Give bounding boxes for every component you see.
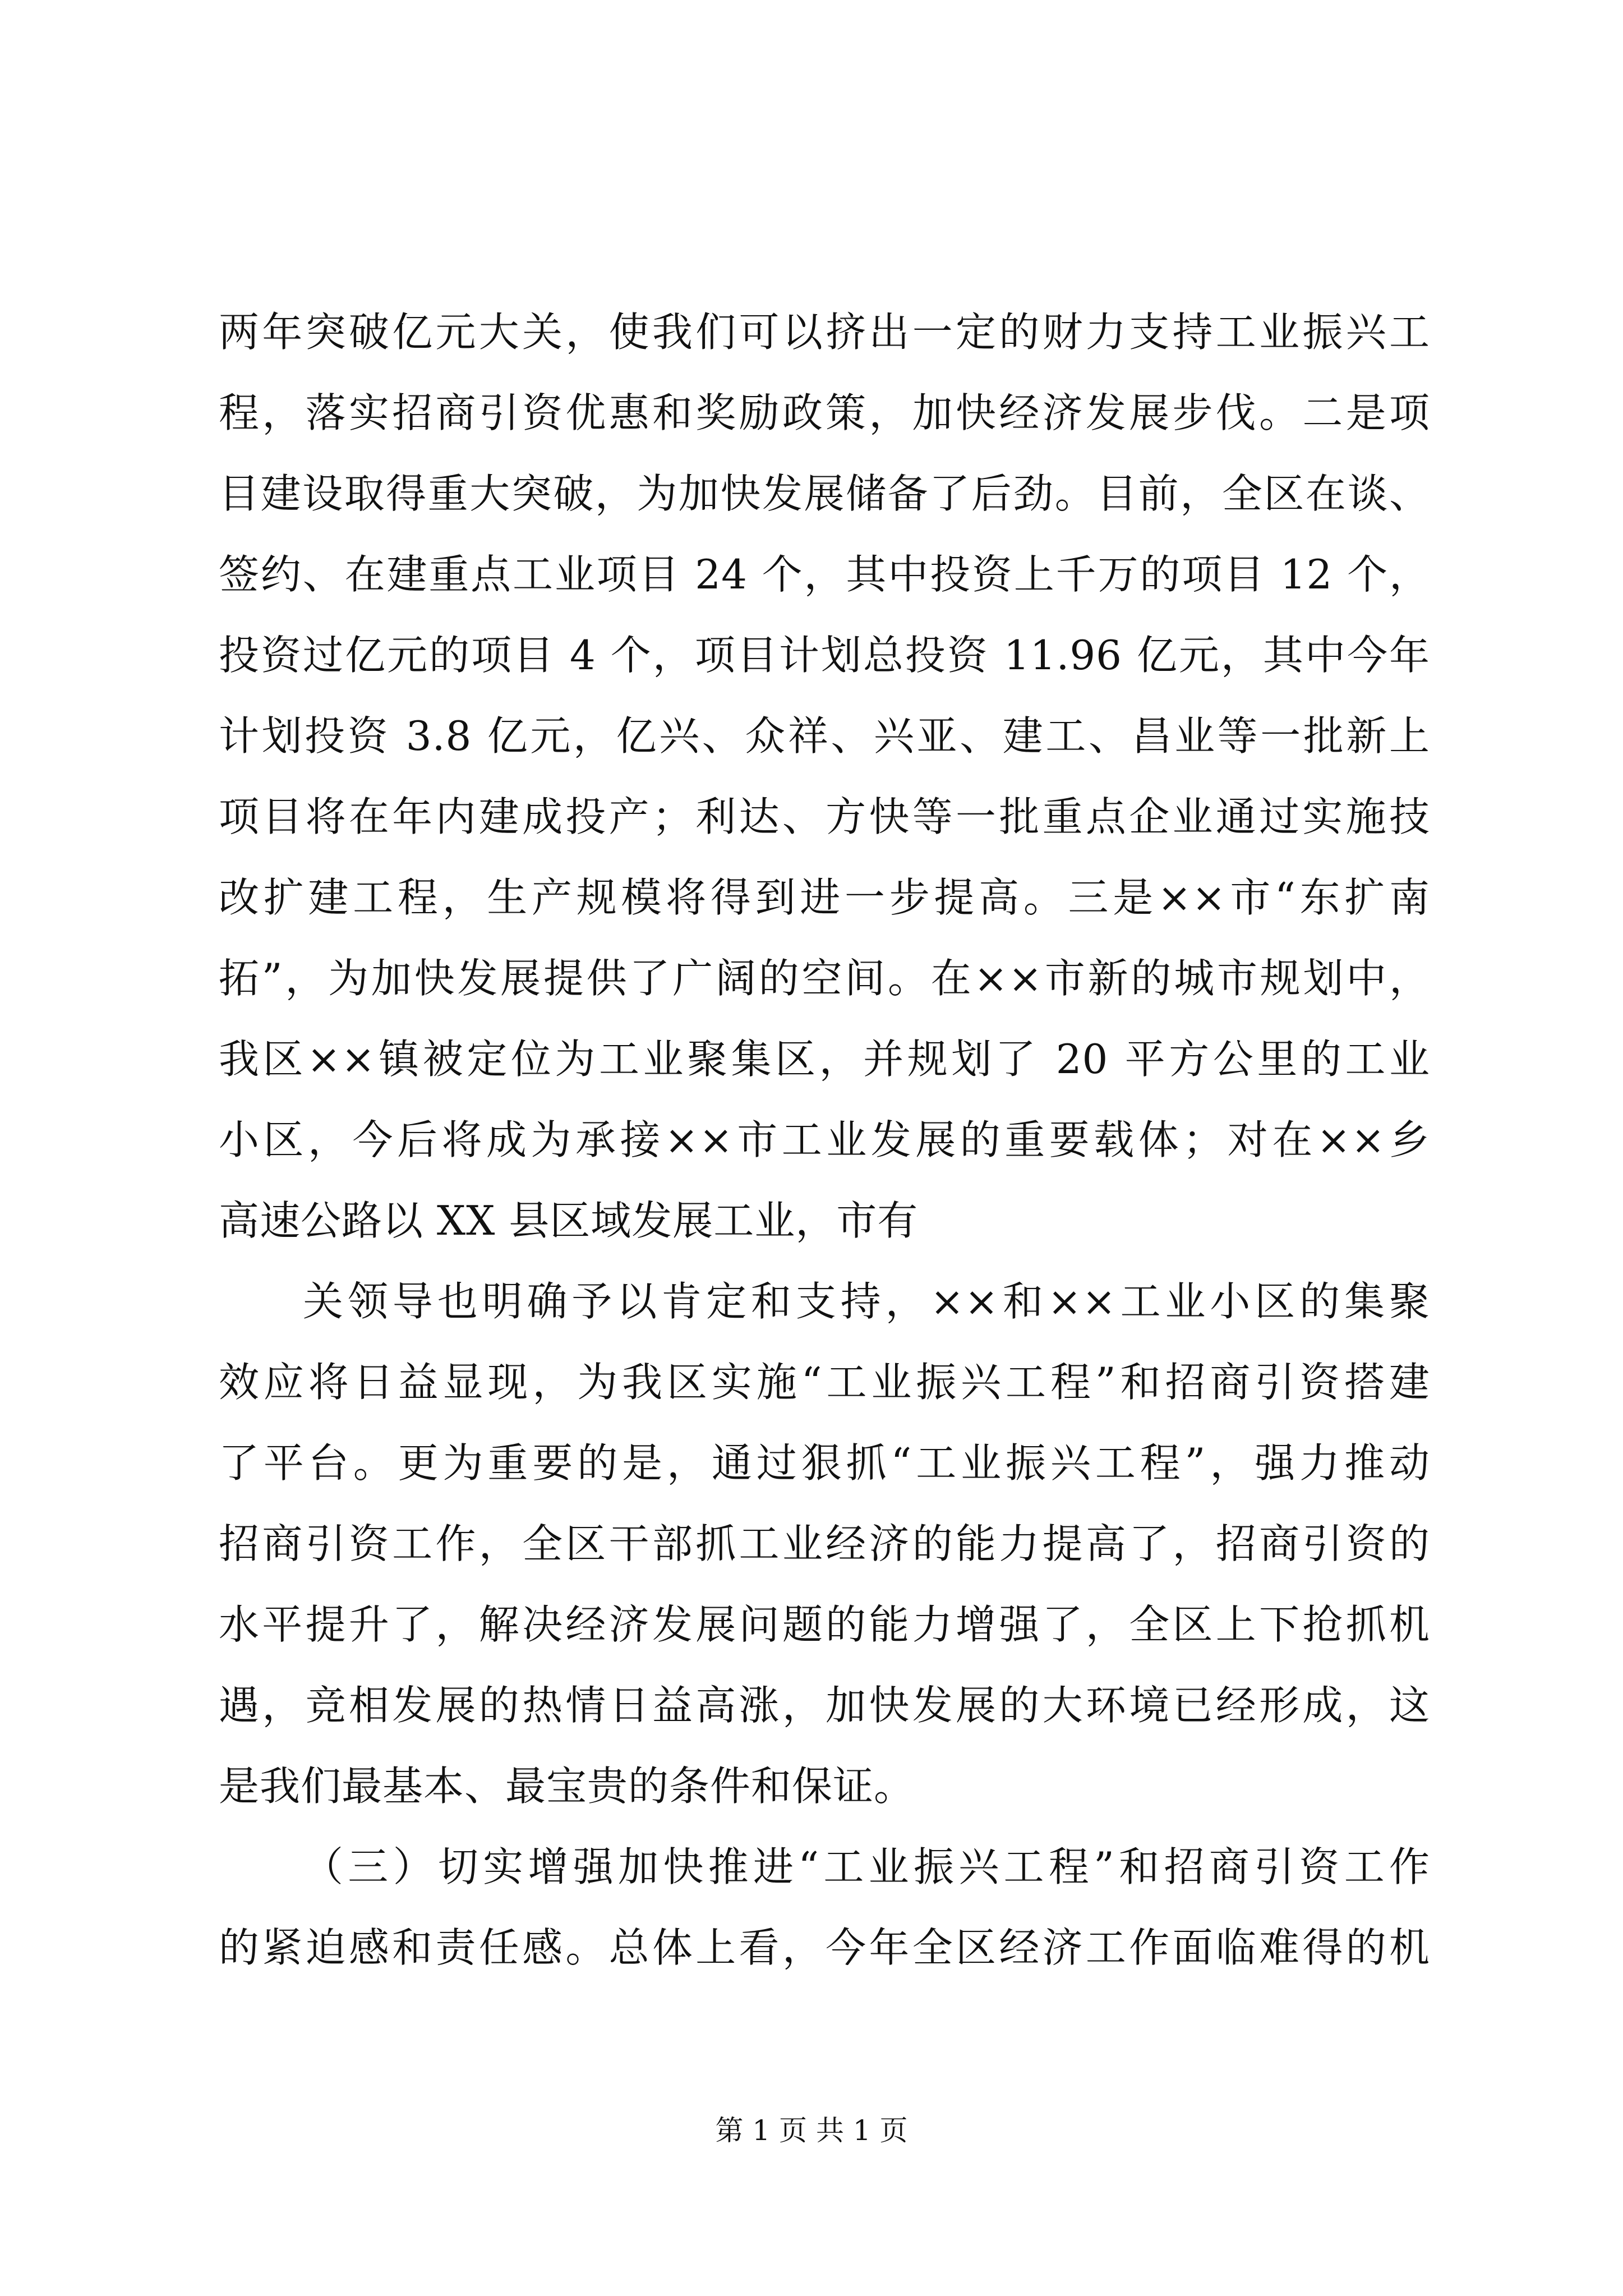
text-line: 关领导也明确予以肯定和支持，××和××工业小区的集聚 (303, 1278, 1430, 1325)
text-line: 程，落实招商引资优惠和奖励政策，加快经济发展步伐。二是项 (219, 389, 1430, 436)
section-heading-line: （三）切实增强加快推进“工业振兴工程”和招商引资工作 (303, 1843, 1430, 1890)
text-line: 高速公路以 XX 县区域发展工业，市有 (219, 1197, 919, 1244)
text-line: 目建设取得重大突破，为加快发展储备了后劲。目前，全区在谈、 (219, 470, 1430, 517)
text-line: 项目将在年内建成投产；利达、方快等一批重点企业通过实施技 (219, 793, 1430, 840)
text-line: 投资过亿元的项目 4 个，项目计划总投资 11.96 亿元，其中今年 (219, 632, 1430, 679)
text-line: 小区，今后将成为承接××市工业发展的重要载体；对在××乡 (219, 1116, 1430, 1163)
text-line: 签约、在建重点工业项目 24 个，其中投资上千万的项目 12 个， (219, 551, 1430, 598)
text-line: 了平台。更为重要的是，通过狠抓“工业振兴工程”，强力推动 (219, 1439, 1430, 1487)
text-line: 效应将日益显现，为我区实施“工业振兴工程”和招商引资搭建 (219, 1359, 1430, 1406)
text-line: 招商引资工作，全区干部抓工业经济的能力提高了，招商引资的 (219, 1520, 1430, 1567)
page-footer: 第 1 页 共 1 页 (715, 2114, 908, 2147)
body-text (219, 292, 1430, 1988)
text-line: 遇，竞相发展的热情日益高涨，加快发展的大环境已经形成，这 (219, 1682, 1430, 1729)
text-line: 拓”，为加快发展提供了广阔的空间。在××市新的城市规划中， (219, 955, 1430, 1002)
text-line: 是我们最基本、最宝贵的条件和保证。 (219, 1763, 915, 1810)
text-line: 计划投资 3.8 亿元，亿兴、众祥、兴亚、建工、昌业等一批新上 (219, 712, 1430, 760)
text-line: 的紧迫感和责任感。总体上看，今年全区经济工作面临难得的机 (219, 1924, 1430, 1971)
text-line: 水平提升了，解决经济发展问题的能力增强了，全区上下抢抓机 (219, 1601, 1430, 1648)
text-line: 改扩建工程，生产规模将得到进一步提高。三是××市“东扩南 (219, 874, 1430, 921)
text-line: 我区××镇被定位为工业聚集区，并规划了 20 平方公里的工业 (219, 1036, 1430, 1083)
text-line: 两年突破亿元大关，使我们可以挤出一定的财力支持工业振兴工 (219, 309, 1430, 356)
